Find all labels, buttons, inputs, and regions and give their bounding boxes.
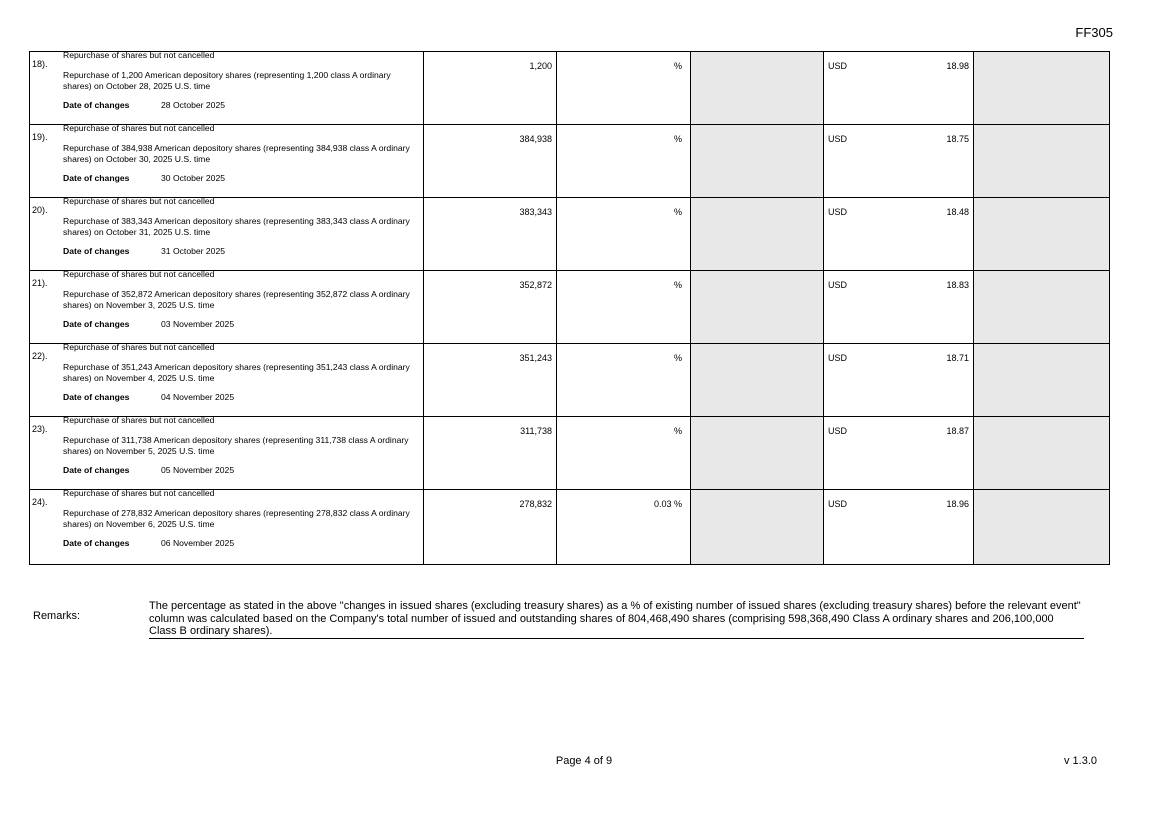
shares-count: 383,343 [424,198,557,271]
share-changes-table [29,51,1110,565]
change-description: Repurchase of 1,200 American depository shares (representing 1,200 class A ordinary shares) on October 28, 2025 U.S. time [63,70,391,91]
date-value: 04 November 2025 [161,392,235,402]
table-row [30,198,1110,271]
price-value: 18.75 [946,134,969,144]
description-cell [30,490,424,565]
change-type: Repurchase of shares but not cancelled [63,415,215,425]
currency: USD [828,499,848,509]
percentage-value: % [557,271,691,344]
date-value: 28 October 2025 [161,100,226,110]
empty-grey-cell [974,490,1110,565]
row-number: 20). [32,205,48,215]
date-label: Date of changes [63,465,130,475]
change-type: Repurchase of shares but not cancelled [63,342,215,352]
price-value: 18.83 [946,280,969,290]
price-value: 18.87 [946,426,969,436]
description-cell [30,125,424,198]
date-of-changes [63,465,423,476]
change-type: Repurchase of shares but not cancelled [63,50,215,60]
description-cell [30,52,424,125]
table-row [30,52,1110,125]
shares-count: 1,200 [424,52,557,125]
empty-grey-cell [691,490,824,565]
currency: USD [828,353,848,363]
change-description: Repurchase of 311,738 American depository shares (representing 311,738 class A ordinary shares) on November 5, 2025 U.S. time [63,435,409,456]
shares-count: 278,832 [424,490,557,565]
table-row [30,417,1110,490]
empty-grey-cell [691,52,824,125]
date-label: Date of changes [63,100,130,110]
description-cell [30,344,424,417]
description-cell [30,417,424,490]
change-description: Repurchase of 351,243 American depository shares (representing 351,243 class A ordinary shares) on November 4, 2025 U.S. time [63,362,410,383]
date-value: 06 November 2025 [161,538,235,548]
change-type: Repurchase of shares but not cancelled [63,123,215,133]
version-label: v 1.3.0 [1063,755,1097,767]
price-value: 18.71 [946,353,969,363]
empty-grey-cell [691,198,824,271]
price-value: 18.98 [946,61,969,71]
price-value: 18.96 [946,499,969,509]
percentage-value: % [557,125,691,198]
empty-grey-cell [974,198,1110,271]
percentage-value: 0.03 % [557,490,691,565]
date-label: Date of changes [63,392,130,402]
form-code: FF305 [1075,25,1113,40]
empty-grey-cell [691,125,824,198]
date-of-changes [63,246,423,257]
price-cell [824,417,974,490]
row-number: 18). [32,59,48,69]
currency: USD [828,207,848,217]
empty-grey-cell [974,417,1110,490]
date-label: Date of changes [63,319,130,329]
shares-count: 351,243 [424,344,557,417]
date-of-changes [63,173,423,184]
remarks-text: The percentage as stated in the above "changes in issued shares (excluding treasury shares) as a % of existing number of issued shares (excluding treasury shares) before the relevant event" column was calculated based on the Company's total number of issued and outstanding shares of 804,468,490 shares (comprising 598,368,490 Class A ordinary shares and 206,100,000 Class B ordinary shares). [149,600,1084,639]
page-number: Page 4 of 9 [555,755,613,767]
row-number: 23). [32,424,48,434]
row-number: 22). [32,351,48,361]
row-number: 24). [32,497,48,507]
row-number: 21). [32,278,48,288]
date-value: 30 October 2025 [161,173,226,183]
empty-grey-cell [974,344,1110,417]
row-number: 19). [32,132,48,142]
empty-grey-cell [974,125,1110,198]
change-type: Repurchase of shares but not cancelled [63,269,215,279]
empty-grey-cell [691,271,824,344]
empty-grey-cell [691,344,824,417]
date-label: Date of changes [63,538,130,548]
price-cell [824,198,974,271]
price-cell [824,271,974,344]
price-cell [824,490,974,565]
change-type: Repurchase of shares but not cancelled [63,488,215,498]
currency: USD [828,426,848,436]
price-cell [824,344,974,417]
percentage-value: % [557,52,691,125]
percentage-value: % [557,417,691,490]
date-value: 05 November 2025 [161,465,235,475]
price-cell [824,52,974,125]
empty-grey-cell [691,417,824,490]
shares-count: 352,872 [424,271,557,344]
price-cell [824,125,974,198]
shares-count: 384,938 [424,125,557,198]
remarks-label: Remarks: [33,610,81,622]
empty-grey-cell [974,271,1110,344]
price-value: 18.48 [946,207,969,217]
change-description: Repurchase of 384,938 American depository shares (representing 384,938 class A ordinary shares) on October 30, 2025 U.S. time [63,143,410,164]
shares-count: 311,738 [424,417,557,490]
change-description: Repurchase of 352,872 American depository shares (representing 352,872 class A ordinary shares) on November 3, 2025 U.S. time [63,289,410,310]
date-label: Date of changes [63,173,130,183]
date-of-changes [63,392,423,403]
currency: USD [828,280,848,290]
date-value: 03 November 2025 [161,319,235,329]
description-cell [30,198,424,271]
currency: USD [828,134,848,144]
change-description: Repurchase of 278,832 American depository shares (representing 278,832 class A ordinary shares) on November 6, 2025 U.S. time [63,508,410,529]
percentage-value: % [557,344,691,417]
change-type: Repurchase of shares but not cancelled [63,196,215,206]
date-of-changes [63,319,423,330]
currency: USD [828,61,848,71]
date-value: 31 October 2025 [161,246,226,256]
percentage-value: % [557,198,691,271]
description-cell [30,271,424,344]
date-of-changes [63,538,423,549]
table-row [30,344,1110,417]
table-row [30,271,1110,344]
empty-grey-cell [974,52,1110,125]
date-of-changes [63,100,423,111]
table-row [30,490,1110,565]
date-label: Date of changes [63,246,130,256]
table-row [30,125,1110,198]
change-description: Repurchase of 383,343 American depository shares (representing 383,343 class A ordinary shares) on October 31, 2025 U.S. time [63,216,410,237]
